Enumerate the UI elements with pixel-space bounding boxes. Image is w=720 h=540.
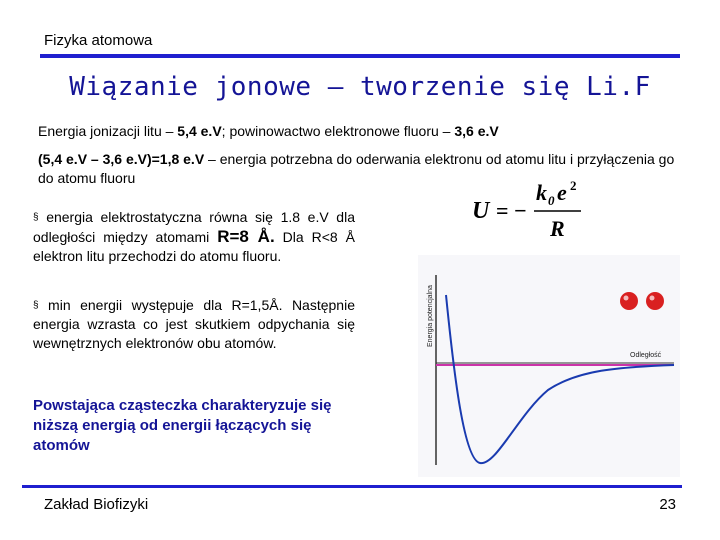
bullet-electrostatic — [33, 208, 355, 266]
top-rule — [40, 54, 680, 58]
formula-e: e — [557, 180, 567, 205]
bullet2-text: min energii występuje dla R=1,5Å. Następnie energia wzrasta co jest skutkiem odpychania się wewnętrznych elektronów obu atomów. — [33, 297, 355, 351]
bullet1-distance: R=8 Å. — [217, 227, 275, 246]
formula-exponent: 2 — [570, 178, 577, 193]
bullet-marker: § — [33, 300, 39, 311]
formula-k: k — [536, 180, 547, 205]
header-label: Fizyka atomowa — [44, 32, 153, 49]
atom-right — [646, 292, 664, 310]
formula-R: R — [550, 216, 565, 241]
slide-title: Wiązanie jonowe – tworzenie się Li.F — [69, 72, 651, 102]
energy-difference-value: (5,4 e.V – 3,6 e.V)=1,8 e.V — [38, 151, 205, 167]
atom-right-highlight — [650, 296, 655, 301]
energy-difference-text: – energia potrzebna do oderwania elektronu od atomu litu i przyłączenia go do atomu fluoru — [38, 151, 675, 186]
affinity-value: 3,6 e.V — [454, 123, 499, 139]
summary-text: Powstająca cząsteczka charakteryzuje się niższą energią od energii łączących się atomów — [33, 397, 332, 454]
formula-lhs: U — [472, 198, 490, 224]
footer-institution: Zakład Biofizyki — [44, 496, 149, 513]
formula-equals: = − — [496, 198, 527, 223]
bottom-rule — [22, 485, 682, 488]
bullet-minimum — [33, 296, 355, 353]
x-axis-label: Odległość — [630, 352, 662, 359]
atom-left — [620, 292, 638, 310]
ionization-line — [38, 122, 499, 141]
bullet1-text: energia elektrostatyczna równa się 1.8 e.V dla odległości między atomami — [33, 209, 355, 245]
atom-left-highlight — [624, 296, 629, 301]
affinity-text: ; powinowactwo elektronowe fluoru – — [221, 123, 455, 139]
coulomb-formula — [466, 178, 606, 242]
y-axis-label: Energia potencjalna — [427, 285, 434, 347]
formula-k-subscript: 0 — [548, 193, 555, 208]
ionization-text: Energia jonizacji litu – — [38, 123, 178, 139]
bullet1-tail: Dla R<8 Å elektron litu przechodzi do atomu fluoru. — [33, 229, 355, 264]
potential-energy-diagram — [418, 255, 680, 477]
bullet-marker: § — [33, 212, 39, 223]
page-number: 23 — [659, 496, 676, 513]
ionization-value: 5,4 e.V — [177, 123, 222, 139]
